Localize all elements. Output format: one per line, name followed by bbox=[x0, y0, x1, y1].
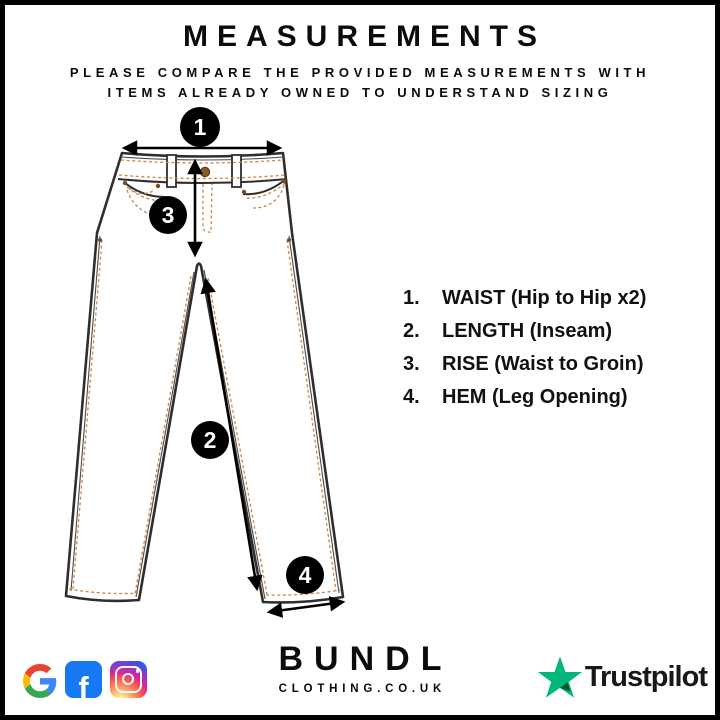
belt-loop-left bbox=[167, 155, 176, 187]
legend-item-waist bbox=[403, 287, 646, 320]
trustpilot-star-icon bbox=[538, 656, 582, 698]
header bbox=[0, 20, 720, 103]
page-title: MEASUREMENTS bbox=[182, 20, 546, 53]
legend-label: RISE (Waist to Groin) bbox=[442, 353, 644, 375]
measurement-legend bbox=[403, 287, 646, 419]
marker-hem bbox=[286, 556, 324, 594]
trustpilot-logo bbox=[538, 656, 707, 698]
trustpilot-label: Trustpilot bbox=[584, 660, 707, 693]
legend-number: 4. bbox=[403, 386, 420, 408]
legend-label: WAIST (Hip to Hip x2) bbox=[442, 287, 647, 309]
brand-logo bbox=[230, 640, 490, 695]
google-icon bbox=[23, 664, 57, 698]
brand-domain: CLOTHING.CO.UK bbox=[278, 683, 447, 695]
marker-hem-number: 4 bbox=[298, 562, 312, 588]
legend-number: 1. bbox=[403, 287, 420, 309]
facebook-icon bbox=[65, 661, 102, 698]
legend-item-length bbox=[403, 320, 646, 353]
instagram-icon bbox=[110, 661, 147, 698]
belt-loop-right bbox=[232, 155, 241, 187]
legend-label: LENGTH (Inseam) bbox=[442, 320, 613, 342]
legend-item-rise bbox=[403, 353, 646, 386]
jeans-button bbox=[200, 167, 209, 176]
jeans-illustration bbox=[55, 100, 395, 640]
marker-length bbox=[191, 421, 229, 459]
jeans-measurement-diagram bbox=[55, 100, 395, 640]
legend-label: HEM (Leg Opening) bbox=[442, 386, 628, 408]
legend-number: 2. bbox=[403, 320, 420, 342]
brand-name: BUNDL bbox=[278, 640, 453, 678]
marker-length-number: 2 bbox=[203, 427, 217, 453]
instagram-dot bbox=[136, 669, 140, 673]
marker-rise-number: 3 bbox=[161, 202, 175, 228]
marker-rise bbox=[149, 196, 187, 234]
subtitle-line-2: ITEMS ALREADY OWNED TO UNDERSTAND SIZING bbox=[107, 85, 613, 100]
marker-waist bbox=[180, 107, 220, 147]
legend-number: 3. bbox=[403, 353, 420, 375]
page-subtitle bbox=[0, 63, 720, 103]
jeans-outline bbox=[66, 153, 343, 602]
facebook-f-glyph: f bbox=[78, 670, 89, 698]
subtitle-line-1: PLEASE COMPARE THE PROVIDED MEASUREMENTS WITH bbox=[69, 65, 651, 80]
social-logos bbox=[23, 661, 147, 698]
legend-item-hem bbox=[403, 386, 646, 419]
marker-waist-number: 1 bbox=[193, 114, 207, 140]
instagram-lens bbox=[122, 673, 134, 685]
